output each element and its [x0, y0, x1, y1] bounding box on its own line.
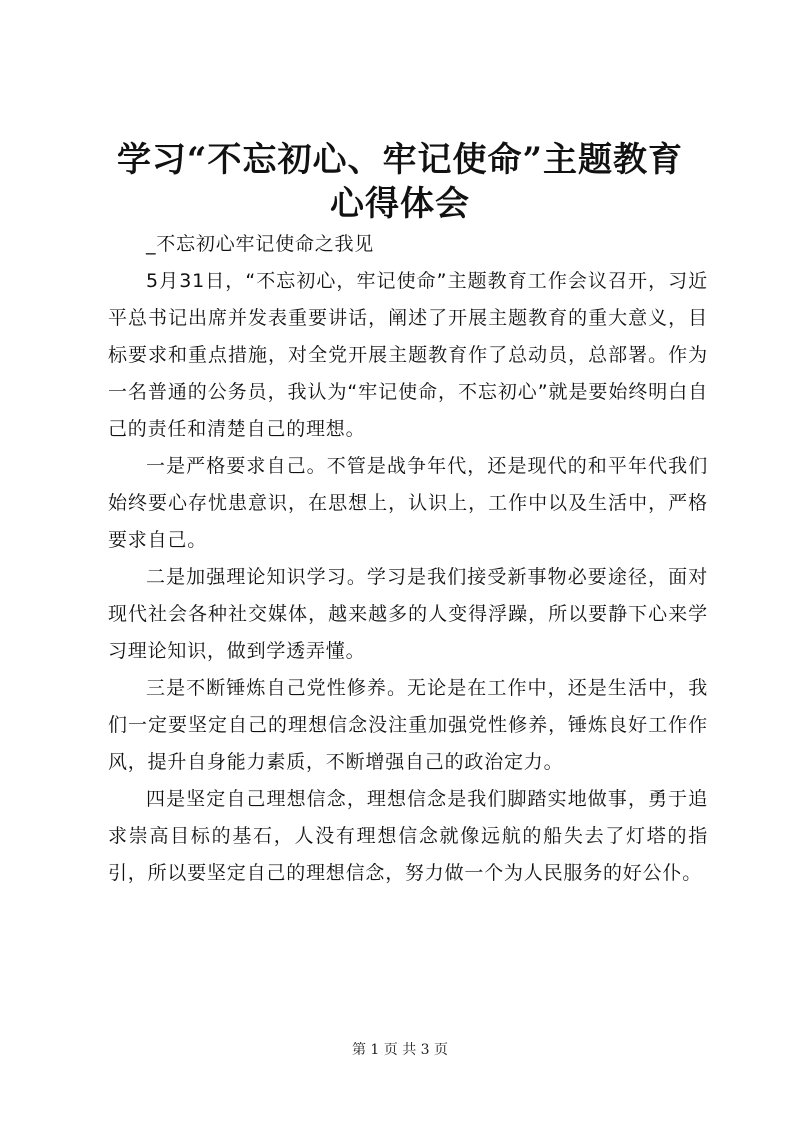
document-body — [108, 226, 708, 892]
point-one-paragraph: 一是严格要求自己。不管是战争年代，还是现代的和平年代我们始终要心存忧患意识，在思想上，认识上，工作中以及生活中，严格要求自己。 — [108, 455, 708, 551]
document-title: 学习“不忘初心、牢记使命”主题教育心得体会 — [116, 140, 684, 224]
subtitle-paragraph: _不忘初心牢记使命之我见 — [146, 233, 375, 255]
page-number-footer: 第 1 页 共 3 页 — [351, 1042, 449, 1058]
intro-paragraph: 5月31日，“不忘初心，牢记使命”主题教育工作会议召开，习近平总书记出席并发表重要讲话，阐述了开展主题教育的重大意义，目标要求和重点措施，对全党开展主题教育作了总动员，总部署。作为一名普通的公务员，我认为“牢记使命，不忘初心”就是要始终明白自己的责任和清楚自己的理想。 — [108, 270, 708, 440]
point-four-paragraph: 四是坚定自己理想信念，理想信念是我们脚踏实地做事，勇于追求崇高目标的基石，人没有理想信念就像远航的船失去了灯塔的指引，所以要坚定自己的理想信念，努力做一个为人民服务的好公仆。 — [108, 788, 708, 884]
point-two-paragraph: 二是加强理论知识学习。学习是我们接受新事物必要途径，面对现代社会各种社交媒体，越来越多的人变得浮躁，所以要静下心来学习理论知识，做到学透弄懂。 — [108, 566, 708, 662]
point-three-paragraph: 三是不断锤炼自己党性修养。无论是在工作中，还是生活中，我们一定要坚定自己的理想信念没注重加强党性修养，锤炼良好工作作风，提升自身能力素质，不断增强自己的政治定力。 — [108, 677, 708, 773]
